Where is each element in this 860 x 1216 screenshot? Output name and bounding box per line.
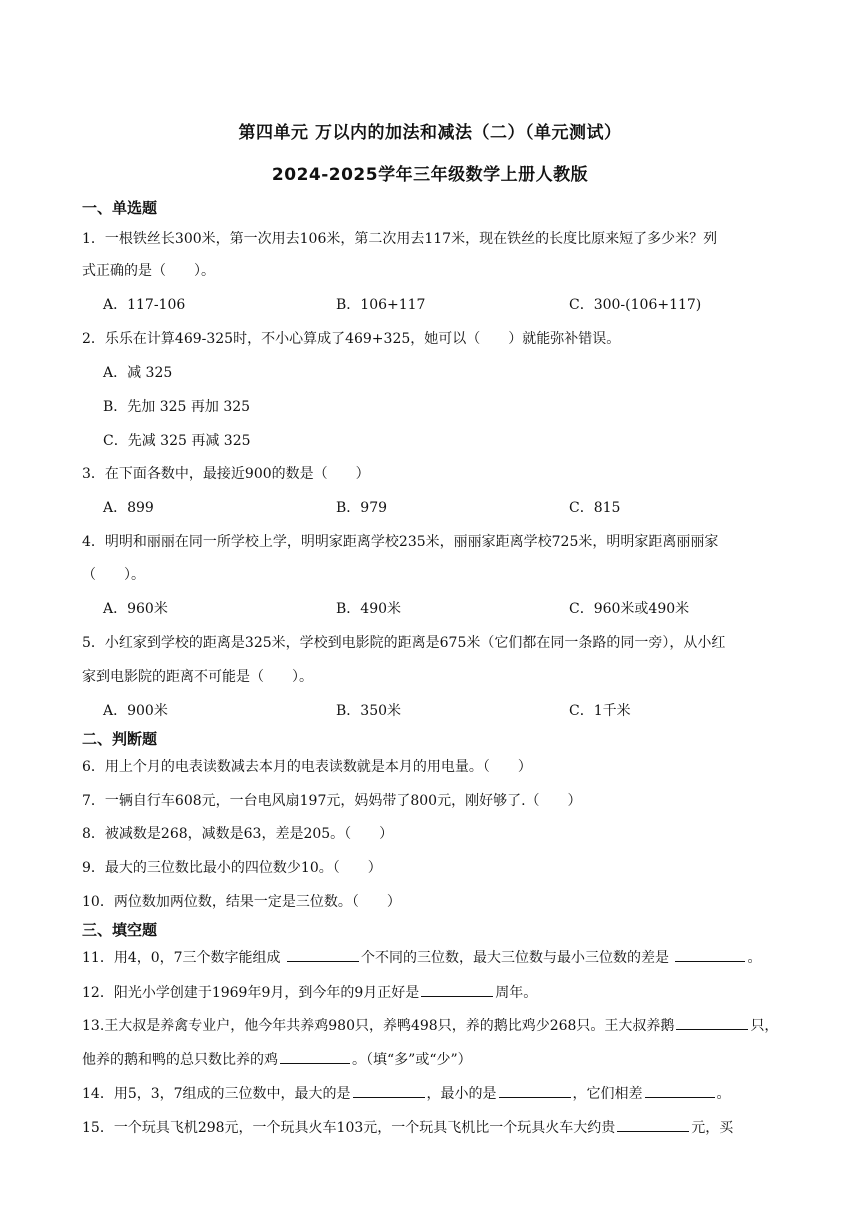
question-2-option-a: A．减 325: [103, 365, 173, 381]
question-5-option-b: B．350米: [336, 703, 402, 719]
section-heading-true-false: 二、判断题: [82, 730, 158, 748]
question-13-text-3: 他养的鹅和鸭的总只数比养的鸡: [82, 1052, 278, 1068]
answer-blank[interactable]: [280, 1049, 350, 1064]
answer-blank[interactable]: [645, 1083, 715, 1098]
page-subtitle: 2024-2025学年三年级数学上册人教版: [271, 165, 589, 185]
question-11-text-3: 。: [747, 950, 762, 966]
answer-blank[interactable]: [676, 1015, 748, 1030]
question-11: [82, 947, 812, 967]
page-title: 第四单元 万以内的加法和减法（二）（单元测试）: [238, 123, 622, 143]
question-4-option-b: B．490米: [336, 601, 402, 617]
question-14-text-4: 。: [716, 1086, 731, 1102]
question-14-text-1: 14．用5，3，7组成的三位数中，最大的是: [82, 1086, 351, 1102]
question-1-option-c: C．300-(106+117): [569, 297, 702, 313]
question-15-text-1: 15．一个玩具飞机298元，一个玩具火车103元，一个玩具飞机比一个玩具火车大约贵: [82, 1120, 616, 1136]
question-1-option-a: A．117-106: [103, 297, 186, 313]
question-11-text-2: 个不同的三位数，最大三位数与最小三位数的差是: [361, 950, 674, 966]
question-4-option-a: A．960米: [103, 601, 168, 617]
answer-blank[interactable]: [287, 947, 359, 962]
question-5-line-2: 家到电影院的距离不可能是（ ）。: [82, 669, 313, 685]
question-14-text-2: ，最小的是: [426, 1086, 497, 1102]
question-13-line-1: [82, 1015, 812, 1035]
question-2-option-c: C．先减 325 再减 325: [103, 433, 251, 449]
question-12: [82, 982, 812, 1002]
question-5-line-1: 5．小红家到学校的距离是325米，学校到电影院的距离是675米（它们都在同一条路的同一旁），从小红: [82, 635, 726, 651]
section-heading-fill-in: 三、填空题: [82, 921, 158, 939]
question-3-option-c: C．815: [569, 500, 621, 516]
question-13-line-2: [82, 1049, 812, 1069]
answer-blank[interactable]: [421, 982, 493, 997]
question-3-option-a: A．899: [103, 500, 154, 516]
question-3-stem: 3．在下面各数中，最接近900的数是（ ）: [82, 466, 370, 482]
answer-blank[interactable]: [617, 1117, 689, 1132]
question-14-text-3: ，它们相差: [572, 1086, 643, 1102]
answer-blank[interactable]: [675, 947, 745, 962]
question-13-text-4: 。（填“多”或“少”）: [352, 1052, 472, 1068]
question-8: 8．被减数是268，减数是63，差是205。（ ）: [82, 826, 394, 842]
question-4-option-c: C．960米或490米: [569, 601, 690, 617]
question-12-text-1: 12．阳光小学创建于1969年9月，到今年的9月正好是: [82, 985, 420, 1001]
question-7: 7．一辆自行车608元，一台电风扇197元，妈妈带了800元，刚好够了.（ ）: [82, 793, 582, 809]
question-5-option-a: A．900米: [103, 703, 168, 719]
answer-blank[interactable]: [499, 1083, 571, 1098]
question-1-line-2: 式正确的是（ ）。: [82, 263, 215, 279]
question-1-option-b: B．106+117: [336, 297, 426, 313]
question-2-stem: 2．乐乐在计算469-325时，不小心算成了469+325，她可以（ ）就能弥补错误。: [82, 331, 621, 347]
question-2-option-b: B．先加 325 再加 325: [103, 399, 251, 415]
question-4-line-2: （ ）。: [82, 567, 145, 583]
question-1-line-1: 1．一根铁丝长300米，第一次用去106米，第二次用去117米，现在铁丝的长度比原来短了多少米？列: [82, 231, 718, 247]
question-5-option-c: C．1千米: [569, 703, 631, 719]
question-11-text-1: 11．用4，0，7三个数字能组成: [82, 950, 285, 966]
question-9: 9．最大的三位数比最小的四位数少10。（ ）: [82, 860, 382, 876]
question-13-text-1: 13.王大叔是养禽专业户，他今年共养鸡980只，养鸭498只，养的鹅比鸡少268只。王大叔养鹅: [82, 1018, 675, 1034]
question-3-option-b: B．979: [336, 500, 388, 516]
question-13-text-2: 只，: [750, 1018, 779, 1034]
question-15: [82, 1117, 812, 1137]
question-14: [82, 1083, 812, 1103]
answer-blank[interactable]: [353, 1083, 425, 1098]
question-10: 10．两位数加两位数，结果一定是三位数。（ ）: [82, 894, 401, 910]
question-15-text-2: 元，买: [691, 1120, 734, 1136]
section-heading-multiple-choice: 一、单选题: [82, 199, 158, 217]
question-6: 6．用上个月的电表读数减去本月的电表读数就是本月的用电量。（ ）: [82, 759, 532, 775]
question-12-text-2: 周年。: [495, 985, 538, 1001]
question-4-line-1: 4．明明和丽丽在同一所学校上学，明明家距离学校235米，丽丽家距离学校725米，明明家距离丽丽家: [82, 534, 719, 550]
